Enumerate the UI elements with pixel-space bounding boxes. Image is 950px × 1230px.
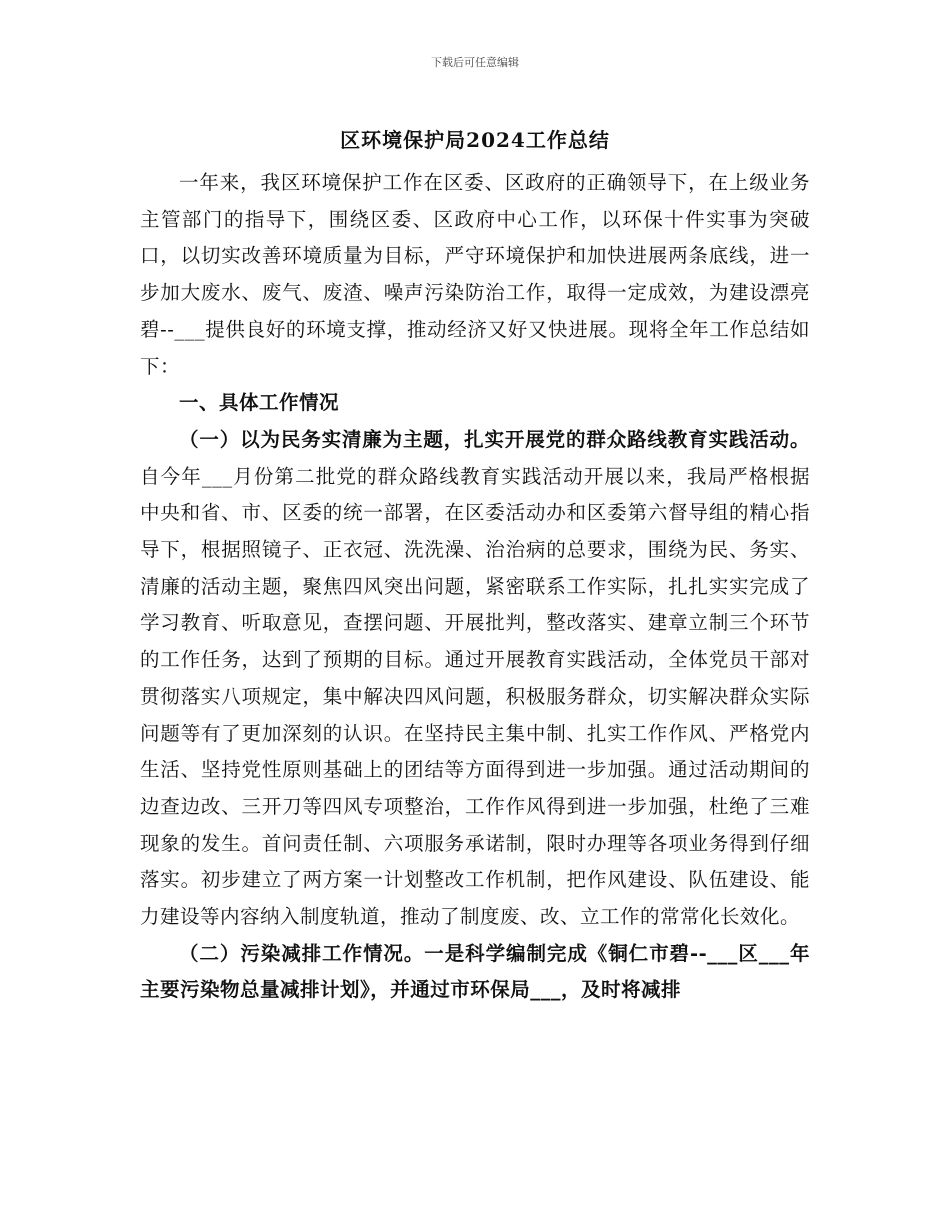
document-body	[140, 165, 810, 1009]
document-title: 区环境保护局2024工作总结	[340, 128, 610, 152]
item-1-heading: （一）以为民务实清廉为主题，扎实开展党的群众路线教育实践活动。	[179, 427, 810, 451]
item-2-heading: （二）污染减排工作情况。一是科学编制完成《铜仁市碧--___区___年主要污染物总量减排计划》，并通过市环保局___，及时将减排	[140, 941, 810, 1002]
intro-paragraph: 一年来，我区环境保护工作在区委、区政府的正确领导下，在上级业务主管部门的指导下，围绕区委、区政府中心工作，以环保十件实事为突破口，以切实改善环境质量为目标，严守环境保护和加快进展两条底线，进一步加大废水、废气、废渣、噪声污染防治工作，取得一定成效，为建设漂亮碧--___提供良好的环境支撑，推动经济又好又快进展。现将全年工作总结如下：	[140, 171, 810, 378]
item-2-paragraph	[140, 936, 810, 1009]
item-1-paragraph	[140, 422, 810, 936]
item-1-text: 自今年___月份第二批党的群众路线教育实践活动开展以来，我局严格根据中央和省、市、区委的统一部署，在区委活动办和区委第六督导组的精心指导下，根据照镜子、正衣冠、洗洗澡、治治病的总要求，围绕为民、务实、清廉的活动主题，聚焦四风突出问题，紧密联系工作实际，扎扎实实完成了学习教育、听取意见，查摆问题、开展批判，整改落实、建章立制三个环节的工作任务，达到了预期的目标。通过开展教育实践活动，全体党员干部对贯彻落实八项规定，集中解决四风问题，积极服务群众，切实解决群众实际问题等有了更加深刻的认识。在坚持民主集中制、扎实工作作风、严格党内生活、坚持党性原则基础上的团结等方面得到进一步加强。通过活动期间的边查边改、三开刀等四风专项整治，工作作风得到进一步加强，杜绝了三难现象的发生。首问责任制、六项服务承诺制，限时办理等各项业务得到仔细落实。初步建立了两方案一计划整改工作机制，把作风建设、队伍建设、能力建设等内容纳入制度轨道，推动了制度废、改、立工作的常常化长效化。	[140, 464, 810, 929]
section-heading: 一、具体工作情况	[179, 391, 340, 415]
header-note: 下载后可任意编辑	[431, 56, 519, 69]
